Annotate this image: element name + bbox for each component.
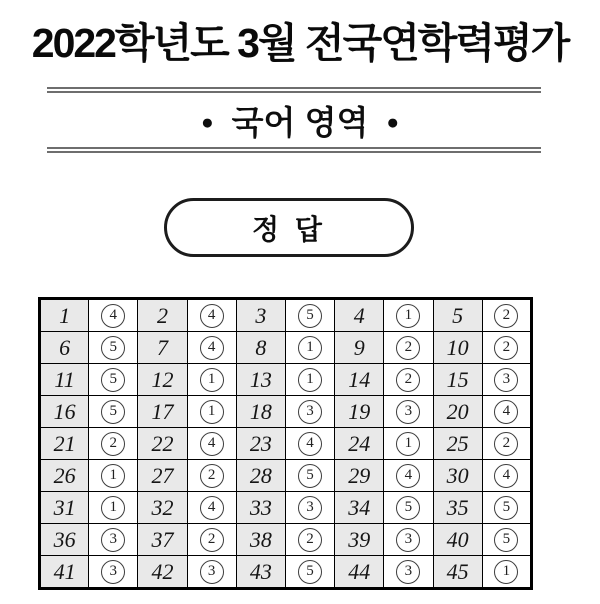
circled-answer: 5: [298, 464, 322, 488]
question-number-cell: 41: [40, 556, 89, 589]
circled-answer: 2: [200, 464, 224, 488]
answer-choice-cell: [89, 396, 138, 428]
circled-answer: 3: [200, 560, 224, 584]
circled-answer: 1: [200, 400, 224, 424]
page-title: 2022학년도 3월 전국연학력평가: [31, 20, 569, 66]
circled-answer: 2: [298, 528, 322, 552]
circled-answer: 5: [101, 400, 125, 424]
question-number-cell: 2: [138, 299, 187, 332]
circled-answer: 2: [494, 432, 518, 456]
answer-choice-cell: [384, 460, 433, 492]
answer-choice-cell: [384, 396, 433, 428]
answer-choice-cell: [285, 396, 334, 428]
answer-choice-cell: [384, 492, 433, 524]
bullet-icon-right: ●: [386, 111, 400, 134]
circled-answer: 3: [396, 560, 420, 584]
circled-answer: 2: [396, 368, 420, 392]
answer-choice-cell: [89, 299, 138, 332]
answer-choice-cell: [384, 364, 433, 396]
section-heading: [0, 97, 600, 144]
circled-answer: 4: [396, 464, 420, 488]
question-number-cell: 4: [335, 299, 384, 332]
answer-choice-cell: [89, 524, 138, 556]
answer-choice-cell: [285, 299, 334, 332]
bullet-icon-left: ●: [200, 111, 214, 134]
circled-answer: 2: [396, 336, 420, 360]
circled-answer: 2: [200, 528, 224, 552]
circled-answer: 4: [494, 400, 518, 424]
circled-answer: 4: [200, 432, 224, 456]
answer-choice-cell: [482, 460, 531, 492]
circled-answer: 4: [298, 432, 322, 456]
question-number-cell: 29: [335, 460, 384, 492]
double-rule-top: [47, 87, 541, 93]
answer-choice-cell: [285, 332, 334, 364]
question-number-cell: 3: [236, 299, 285, 332]
question-number-cell: 25: [433, 428, 482, 460]
circled-answer: 3: [494, 368, 518, 392]
answer-choice-cell: [384, 332, 433, 364]
circled-answer: 2: [494, 336, 518, 360]
answer-choice-cell: [89, 364, 138, 396]
question-number-cell: 38: [236, 524, 285, 556]
section-label: 국어 영역: [231, 104, 369, 141]
answer-choice-cell: [89, 332, 138, 364]
circled-answer: 1: [396, 432, 420, 456]
circled-answer: 1: [396, 304, 420, 328]
answer-choice-cell: [89, 492, 138, 524]
answer-choice-cell: [482, 524, 531, 556]
circled-answer: 1: [101, 496, 125, 520]
question-number-cell: 5: [433, 299, 482, 332]
question-number-cell: 16: [40, 396, 89, 428]
answer-choice-cell: [285, 364, 334, 396]
answer-choice-cell: [482, 428, 531, 460]
question-number-cell: 36: [40, 524, 89, 556]
double-rule-bottom: [47, 147, 541, 153]
question-number-cell: 35: [433, 492, 482, 524]
question-number-cell: 10: [433, 332, 482, 364]
question-number-cell: 15: [433, 364, 482, 396]
answer-table-row: [40, 460, 532, 492]
answer-choice-cell: [285, 460, 334, 492]
answer-choice-cell: [89, 428, 138, 460]
question-number-cell: 18: [236, 396, 285, 428]
question-number-cell: 43: [236, 556, 285, 589]
circled-answer: 5: [101, 336, 125, 360]
answer-table-row: [40, 396, 532, 428]
answer-table-row: [40, 524, 532, 556]
question-number-cell: 8: [236, 332, 285, 364]
answer-choice-cell: [482, 396, 531, 428]
circled-answer: 3: [298, 400, 322, 424]
answer-table-row: [40, 364, 532, 396]
question-number-cell: 40: [433, 524, 482, 556]
question-number-cell: 28: [236, 460, 285, 492]
answer-choice-cell: [482, 299, 531, 332]
answer-choice-cell: [187, 428, 236, 460]
circled-answer: 1: [298, 336, 322, 360]
question-number-cell: 24: [335, 428, 384, 460]
circled-answer: 5: [494, 496, 518, 520]
answer-choice-cell: [187, 299, 236, 332]
question-number-cell: 30: [433, 460, 482, 492]
circled-answer: 1: [200, 368, 224, 392]
answer-key-label: 정 답: [252, 213, 326, 245]
answer-choice-cell: [482, 332, 531, 364]
question-number-cell: 45: [433, 556, 482, 589]
circled-answer: 4: [101, 304, 125, 328]
circled-answer: 5: [494, 528, 518, 552]
circled-answer: 1: [101, 464, 125, 488]
circled-answer: 3: [101, 560, 125, 584]
answer-choice-cell: [285, 556, 334, 589]
circled-answer: 5: [298, 560, 322, 584]
circled-answer: 3: [298, 496, 322, 520]
answer-table-row: [40, 299, 532, 332]
answer-table-row: [40, 556, 532, 589]
circled-answer: 3: [396, 528, 420, 552]
answer-choice-cell: [89, 460, 138, 492]
question-number-cell: 6: [40, 332, 89, 364]
answer-choice-cell: [187, 460, 236, 492]
circled-answer: 2: [101, 432, 125, 456]
answer-table-body: [40, 299, 532, 589]
question-number-cell: 23: [236, 428, 285, 460]
answer-choice-cell: [89, 556, 138, 589]
answer-choice-cell: [187, 364, 236, 396]
question-number-cell: 17: [138, 396, 187, 428]
question-number-cell: 26: [40, 460, 89, 492]
circled-answer: 1: [494, 560, 518, 584]
answer-table-row: [40, 428, 532, 460]
question-number-cell: 37: [138, 524, 187, 556]
question-number-cell: 19: [335, 396, 384, 428]
question-number-cell: 13: [236, 364, 285, 396]
answer-choice-cell: [187, 492, 236, 524]
question-number-cell: 32: [138, 492, 187, 524]
answer-key-pill: [164, 198, 414, 257]
circled-answer: 4: [200, 336, 224, 360]
answer-choice-cell: [285, 428, 334, 460]
answer-choice-cell: [187, 332, 236, 364]
answer-choice-cell: [384, 524, 433, 556]
question-number-cell: 33: [236, 492, 285, 524]
question-number-cell: 20: [433, 396, 482, 428]
answer-choice-cell: [482, 556, 531, 589]
answer-choice-cell: [482, 492, 531, 524]
answer-choice-cell: [285, 492, 334, 524]
question-number-cell: 1: [40, 299, 89, 332]
question-number-cell: 14: [335, 364, 384, 396]
answer-choice-cell: [384, 299, 433, 332]
answer-choice-cell: [285, 524, 334, 556]
question-number-cell: 31: [40, 492, 89, 524]
question-number-cell: 21: [40, 428, 89, 460]
answer-choice-cell: [384, 556, 433, 589]
question-number-cell: 27: [138, 460, 187, 492]
answer-choice-cell: [187, 556, 236, 589]
question-number-cell: 39: [335, 524, 384, 556]
answer-table: [38, 297, 533, 590]
question-number-cell: 42: [138, 556, 187, 589]
circled-answer: 5: [396, 496, 420, 520]
answer-choice-cell: [187, 524, 236, 556]
question-number-cell: 7: [138, 332, 187, 364]
question-number-cell: 34: [335, 492, 384, 524]
circled-answer: 4: [200, 496, 224, 520]
answer-choice-cell: [187, 396, 236, 428]
circled-answer: 4: [494, 464, 518, 488]
circled-answer: 5: [101, 368, 125, 392]
question-number-cell: 22: [138, 428, 187, 460]
circled-answer: 2: [494, 304, 518, 328]
answer-choice-cell: [482, 364, 531, 396]
circled-answer: 4: [200, 304, 224, 328]
question-number-cell: 11: [40, 364, 89, 396]
circled-answer: 3: [101, 528, 125, 552]
question-number-cell: 12: [138, 364, 187, 396]
question-number-cell: 44: [335, 556, 384, 589]
answer-choice-cell: [384, 428, 433, 460]
answer-table-row: [40, 332, 532, 364]
answer-table-row: [40, 492, 532, 524]
question-number-cell: 9: [335, 332, 384, 364]
circled-answer: 5: [298, 304, 322, 328]
circled-answer: 1: [298, 368, 322, 392]
circled-answer: 3: [396, 400, 420, 424]
